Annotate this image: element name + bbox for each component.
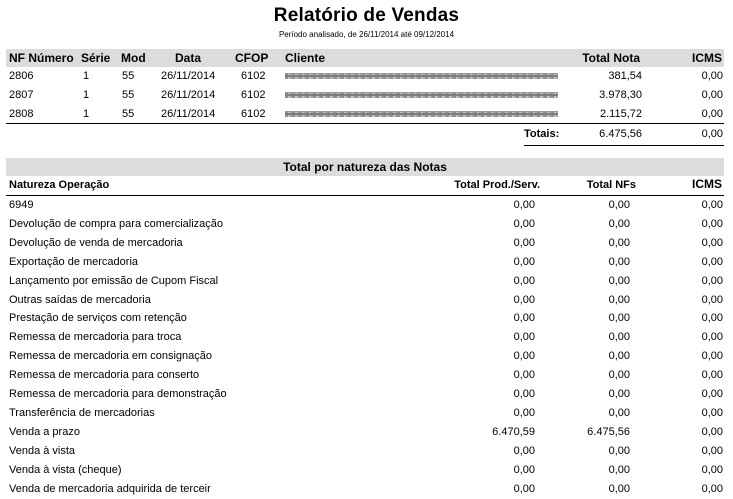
- total-nfs-value: 6.475,56: [587, 425, 630, 438]
- natureza-label: Exportação de mercadoria: [9, 255, 139, 268]
- total-nfs-value: 0,00: [608, 463, 630, 476]
- nature-icms-value: 0,00: [701, 463, 723, 476]
- total-nfs-value: 0,00: [608, 274, 630, 287]
- total-nfs-value: 0,00: [608, 482, 630, 495]
- natureza-label: Transferência de mercadorias: [9, 406, 155, 419]
- nature-row: [0, 309, 733, 328]
- col-total-nota: Total Nota: [582, 51, 640, 65]
- nature-icms-value: 0,00: [701, 350, 723, 363]
- natureza-label: Devolução de compra para comercialização: [9, 217, 223, 230]
- nature-icms-value: 0,00: [701, 293, 723, 306]
- total-nfs-value: 0,00: [608, 369, 630, 382]
- total-nfs-value: 0,00: [608, 406, 630, 419]
- total-nota: 381,54: [608, 70, 642, 82]
- date: 26/11/2014: [161, 89, 216, 101]
- nature-row: [0, 461, 733, 480]
- natureza-label: Remessa de mercadoria para troca: [9, 331, 182, 344]
- mod: 55: [122, 70, 135, 82]
- serie: 1: [83, 89, 90, 101]
- nature-row: [0, 480, 733, 499]
- redacted-client-name: [285, 73, 558, 79]
- nature-icms-value: 0,00: [701, 444, 723, 457]
- total-prod-value: 0,00: [513, 369, 535, 382]
- natureza-label: Venda à vista: [9, 444, 76, 457]
- table-row: [0, 68, 733, 86]
- cfop: 6102: [241, 89, 266, 101]
- mod: 55: [122, 89, 135, 101]
- col-serie: Série: [81, 51, 111, 65]
- col-total-nfs: Total NFs: [586, 179, 636, 191]
- nature-icms-value: 0,00: [701, 482, 723, 495]
- total-prod-value: 0,00: [513, 255, 535, 268]
- total-prod-value: 0,00: [513, 217, 535, 230]
- nature-row: [0, 423, 733, 442]
- total-prod-value: 0,00: [513, 406, 535, 419]
- natureza-label: Remessa de mercadoria para demonstração: [9, 388, 227, 400]
- notes-table-header: [6, 49, 724, 67]
- col-nf-numero: NF Número: [9, 51, 74, 65]
- total-prod-value: 0,00: [513, 293, 535, 306]
- totals-label: Totais:: [524, 128, 560, 140]
- icms: 0,00: [701, 108, 723, 120]
- natureza-label: Remessa de mercadoria para conserto: [9, 369, 200, 382]
- nature-row: [0, 404, 733, 423]
- date: 26/11/2014: [161, 70, 216, 82]
- nature-row: [0, 272, 733, 291]
- nf-number: 2808: [9, 108, 34, 120]
- table-row: [0, 87, 733, 105]
- nature-row: [0, 196, 733, 215]
- cfop: 6102: [241, 108, 266, 120]
- col-cfop: CFOP: [235, 51, 269, 65]
- nature-row: [0, 215, 733, 234]
- nature-icms-value: 0,00: [701, 406, 723, 419]
- serie: 1: [83, 108, 90, 120]
- total-prod-value: 6.470,59: [492, 425, 535, 438]
- nature-icms-value: 0,00: [701, 369, 723, 382]
- total-prod-value: 0,00: [513, 236, 535, 249]
- nature-icms-value: 0,00: [701, 312, 723, 325]
- nature-row: [0, 347, 733, 366]
- total-nfs-value: 0,00: [608, 293, 630, 306]
- nature-icms-value: 0,00: [701, 274, 723, 287]
- nature-icms-value: 0,00: [701, 425, 723, 438]
- total-nfs-value: 0,00: [608, 199, 630, 211]
- date: 26/11/2014: [161, 108, 216, 120]
- natureza-label: Outras saídas de mercadoria: [9, 293, 151, 306]
- nature-row: [0, 366, 733, 385]
- nature-row: [0, 291, 733, 310]
- totals-underline: [524, 145, 724, 146]
- report-title: Relatório de Vendas: [273, 5, 460, 26]
- total-nfs-value: 0,00: [608, 350, 630, 363]
- total-prod-value: 0,00: [513, 331, 535, 344]
- col-nature-icms: ICMS: [692, 177, 722, 191]
- cfop: 6102: [241, 70, 266, 82]
- nature-icms-value: 0,00: [701, 199, 723, 211]
- redacted-client-name: [285, 92, 558, 98]
- nature-icms-value: 0,00: [701, 331, 723, 344]
- natureza-label: Venda à vista (cheque): [9, 463, 122, 476]
- total-nfs-value: 0,00: [608, 388, 630, 400]
- nature-icms-value: 0,00: [701, 388, 723, 400]
- icms: 0,00: [701, 89, 723, 101]
- total-nfs-value: 0,00: [608, 444, 630, 457]
- total-prod-value: 0,00: [513, 199, 535, 211]
- totals-divider: [6, 123, 724, 124]
- natureza-label: 6949: [9, 199, 34, 211]
- mod: 55: [122, 108, 135, 120]
- total-prod-value: 0,00: [513, 388, 535, 400]
- natureza-label: Devolução de venda de mercadoria: [9, 236, 183, 249]
- report-period: Período analisado, de 26/11/2014 até 09/12/2014: [278, 30, 455, 39]
- total-prod-value: 0,00: [513, 312, 535, 325]
- col-mod: Mod: [121, 51, 146, 65]
- total-prod-value: 0,00: [513, 444, 535, 457]
- col-data: Data: [175, 51, 202, 65]
- redacted-client-name: [285, 111, 558, 117]
- total-prod-value: 0,00: [513, 463, 535, 476]
- total-nota: 2.115,72: [599, 108, 642, 120]
- nature-row: [0, 328, 733, 347]
- total-nfs-value: 0,00: [608, 217, 630, 230]
- nature-icms-value: 0,00: [701, 217, 723, 230]
- natureza-label: Remessa de mercadoria em consignação: [9, 350, 212, 363]
- nf-number: 2807: [9, 89, 34, 101]
- table-row: [0, 106, 733, 124]
- col-cliente: Cliente: [285, 51, 326, 65]
- nature-table-header: [6, 177, 724, 196]
- totals-value: 6.475,56: [599, 128, 642, 140]
- total-nfs-value: 0,00: [608, 255, 630, 268]
- nature-icms-value: 0,00: [701, 236, 723, 249]
- totals-icms: 0,00: [701, 128, 723, 140]
- nature-row: [0, 385, 733, 404]
- total-prod-value: 0,00: [513, 274, 535, 287]
- col-total-prod: Total Prod./Serv.: [454, 179, 540, 191]
- natureza-label: Lançamento por emissão de Cupom Fiscal: [9, 274, 219, 287]
- nature-row: [0, 442, 733, 461]
- nature-section-title: Total por natureza das Notas: [6, 158, 724, 176]
- total-prod-value: 0,00: [513, 482, 535, 495]
- nf-number: 2806: [9, 70, 34, 82]
- icms: 0,00: [701, 70, 723, 82]
- total-nfs-value: 0,00: [608, 331, 630, 344]
- total-nfs-value: 0,00: [608, 312, 630, 325]
- nature-row: [0, 234, 733, 253]
- total-nfs-value: 0,00: [608, 236, 630, 249]
- nature-icms-value: 0,00: [701, 255, 723, 268]
- total-nota: 3.978,30: [599, 89, 642, 101]
- col-icms: ICMS: [692, 51, 722, 65]
- total-prod-value: 0,00: [513, 350, 535, 363]
- col-natureza: Natureza Operação: [9, 179, 110, 191]
- natureza-label: Venda de mercadoria adquirida de terceir: [9, 482, 211, 495]
- nature-row: [0, 253, 733, 272]
- serie: 1: [83, 70, 90, 82]
- natureza-label: Prestação de serviços com retenção: [9, 312, 187, 325]
- natureza-label: Venda a prazo: [9, 425, 80, 438]
